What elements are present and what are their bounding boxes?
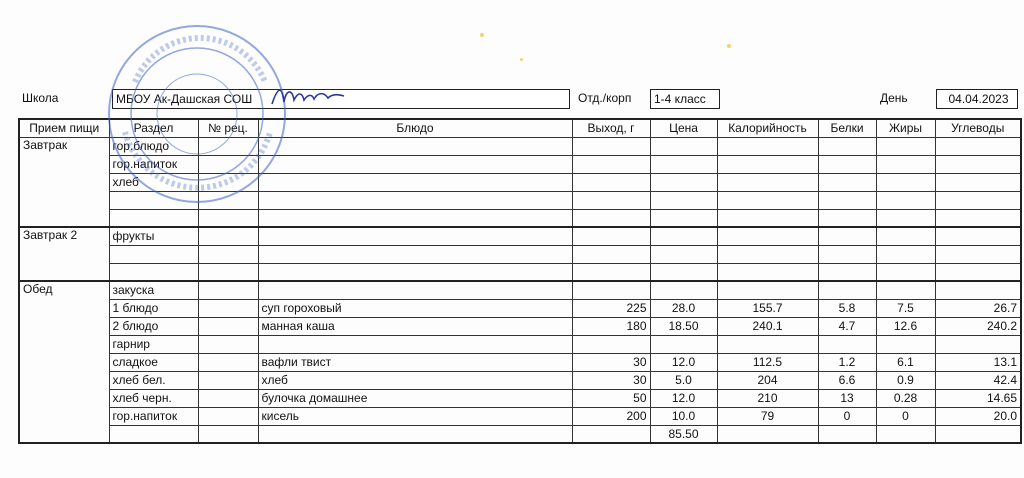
protein-cell: 0 bbox=[818, 407, 876, 425]
dish-cell: хлеб bbox=[258, 371, 572, 389]
dish-cell: кисель bbox=[258, 407, 572, 425]
fat-cell: 7.5 bbox=[876, 299, 935, 317]
table-row bbox=[19, 227, 1021, 245]
calories-cell: 240.1 bbox=[717, 317, 818, 335]
section-cell: гор.напиток bbox=[109, 407, 198, 425]
dept-field: 1-4 класс bbox=[650, 89, 720, 109]
total-row bbox=[19, 425, 1021, 443]
section-cell: сладкое bbox=[109, 353, 198, 371]
output-cell: 50 bbox=[572, 389, 650, 407]
output-cell: 30 bbox=[572, 371, 650, 389]
calories-cell: 79 bbox=[717, 407, 818, 425]
table-row bbox=[19, 173, 1021, 191]
carbs-cell: 42.4 bbox=[935, 371, 1021, 389]
protein-cell: 6.6 bbox=[818, 371, 876, 389]
output-cell: 30 bbox=[572, 353, 650, 371]
school-label: Школа bbox=[22, 91, 59, 105]
price-cell: 10.0 bbox=[650, 407, 717, 425]
output-cell: 200 bbox=[572, 407, 650, 425]
price-cell: 5.0 bbox=[650, 371, 717, 389]
col-calories: Калорийность bbox=[717, 119, 818, 137]
protein-cell: 5.8 bbox=[818, 299, 876, 317]
section-cell: гор.напиток bbox=[109, 155, 198, 173]
price-cell: 18.50 bbox=[650, 317, 717, 335]
protein-cell: 13 bbox=[818, 389, 876, 407]
school-field: МБОУ Ак-Дашская СОШ bbox=[112, 89, 570, 109]
output-cell: 180 bbox=[572, 317, 650, 335]
protein-cell: 4.7 bbox=[818, 317, 876, 335]
day-label: День bbox=[880, 91, 908, 105]
section-cell: хлеб бел. bbox=[109, 371, 198, 389]
meal-lunch: Обед bbox=[19, 281, 109, 443]
section-cell: фрукты bbox=[109, 227, 198, 245]
day-field: 04.04.2023 bbox=[936, 89, 1018, 109]
table-row bbox=[19, 281, 1021, 299]
fat-cell: 0.28 bbox=[876, 389, 935, 407]
col-section: Раздел bbox=[109, 119, 198, 137]
table-row bbox=[19, 353, 1021, 371]
dish-cell: суп гороховый bbox=[258, 299, 572, 317]
calories-cell: 210 bbox=[717, 389, 818, 407]
total-price: 85.50 bbox=[650, 425, 717, 443]
table-row bbox=[19, 407, 1021, 425]
carbs-cell: 26.7 bbox=[935, 299, 1021, 317]
table-row bbox=[19, 137, 1021, 155]
carbs-cell: 240.2 bbox=[935, 317, 1021, 335]
table-row bbox=[19, 155, 1021, 173]
meal-breakfast: Завтрак bbox=[19, 137, 109, 227]
dish-cell: булочка домашнее bbox=[258, 389, 572, 407]
protein-cell: 1.2 bbox=[818, 353, 876, 371]
table-row bbox=[19, 263, 1021, 281]
section-cell: гор.блюдо bbox=[109, 137, 198, 155]
price-cell: 28.0 bbox=[650, 299, 717, 317]
fat-cell: 6.1 bbox=[876, 353, 935, 371]
calories-cell: 204 bbox=[717, 371, 818, 389]
section-cell: хлеб bbox=[109, 173, 198, 191]
fat-cell: 0 bbox=[876, 407, 935, 425]
dept-label: Отд./корп bbox=[578, 91, 632, 105]
col-recipe: № рец. bbox=[198, 119, 258, 137]
menu-table bbox=[18, 118, 1022, 444]
col-fat: Жиры bbox=[876, 119, 935, 137]
dish-cell: вафли твист bbox=[258, 353, 572, 371]
col-protein: Белки bbox=[818, 119, 876, 137]
table-row bbox=[19, 191, 1021, 209]
price-cell: 12.0 bbox=[650, 389, 717, 407]
fat-cell: 12.6 bbox=[876, 317, 935, 335]
output-cell: 225 bbox=[572, 299, 650, 317]
section-cell: хлеб черн. bbox=[109, 389, 198, 407]
section-cell: гарнир bbox=[109, 335, 198, 353]
meal-breakfast2: Завтрак 2 bbox=[19, 227, 109, 281]
speck bbox=[480, 33, 484, 37]
table-row bbox=[19, 371, 1021, 389]
table-row bbox=[19, 299, 1021, 317]
table-row bbox=[19, 209, 1021, 227]
dish-cell: манная каша bbox=[258, 317, 572, 335]
table-row bbox=[19, 245, 1021, 263]
carbs-cell: 20.0 bbox=[935, 407, 1021, 425]
header-row bbox=[0, 89, 1024, 111]
section-cell: 2 блюдо bbox=[109, 317, 198, 335]
section-cell: 1 блюдо bbox=[109, 299, 198, 317]
speck bbox=[727, 44, 731, 48]
section-cell: закуска bbox=[109, 281, 198, 299]
calories-cell: 112.5 bbox=[717, 353, 818, 371]
col-carbs: Углеводы bbox=[935, 119, 1021, 137]
carbs-cell: 13.1 bbox=[935, 353, 1021, 371]
col-meal: Прием пищи bbox=[19, 119, 109, 137]
fat-cell: 0.9 bbox=[876, 371, 935, 389]
table-row bbox=[19, 317, 1021, 335]
calories-cell: 155.7 bbox=[717, 299, 818, 317]
price-cell: 12.0 bbox=[650, 353, 717, 371]
col-output: Выход, г bbox=[572, 119, 650, 137]
header-row bbox=[19, 119, 1021, 137]
carbs-cell: 14.65 bbox=[935, 389, 1021, 407]
col-dish: Блюдо bbox=[258, 119, 572, 137]
col-price: Цена bbox=[650, 119, 717, 137]
table-row bbox=[19, 335, 1021, 353]
speck bbox=[520, 58, 523, 61]
table-row bbox=[19, 389, 1021, 407]
